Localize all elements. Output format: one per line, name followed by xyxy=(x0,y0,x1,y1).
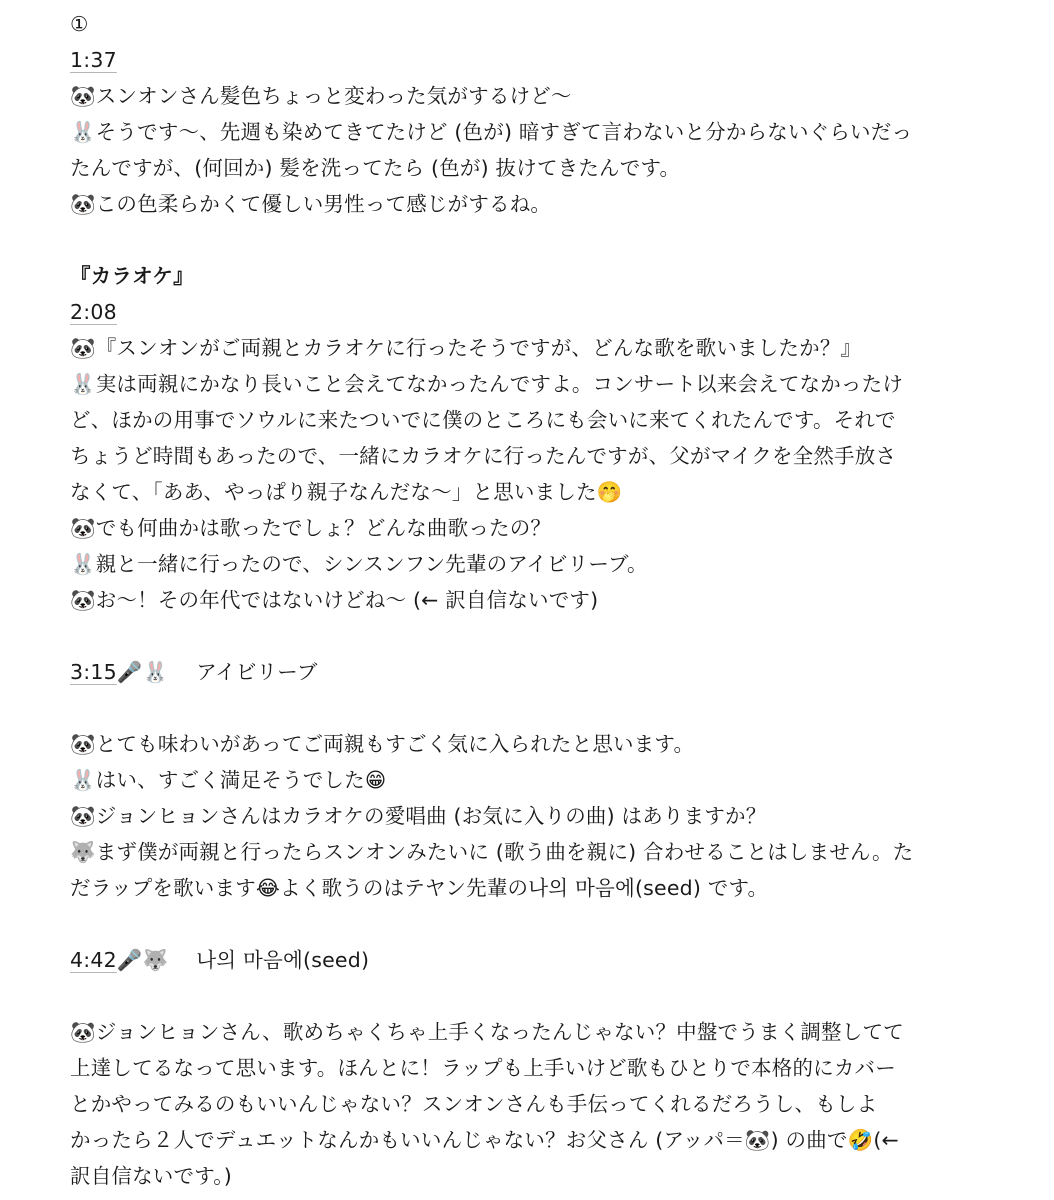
blank-line xyxy=(70,906,984,942)
song-title: 나의 마음에(seed) xyxy=(196,948,370,972)
section-number: ① xyxy=(70,12,89,36)
dialogue-line: 🐰そうです〜、先週も染めてきてたけど (色が) 暗すぎて言わないと分からないぐらいだっ xyxy=(70,120,913,144)
song-title: アイビリーブ xyxy=(196,660,318,684)
dialogue-line: 🐼お〜！その年代ではないけどね〜 (← 訳自信ないです) xyxy=(70,588,599,612)
mic-wolf-emoji: 🎤🐺 xyxy=(116,948,169,972)
timestamp-link[interactable]: 1:37 xyxy=(70,48,117,72)
timestamp-line xyxy=(70,42,984,78)
timestamp-link[interactable]: 4:42 xyxy=(70,948,117,972)
blank-line xyxy=(70,690,984,726)
dialogue-line: 🐼ジョンヒョンさん、歌めちゃくちゃ上手くなったんじゃない？中盤でうまく調整してて xyxy=(70,1020,904,1044)
dialogue-line: ど、ほかの用事でソウルに来たついでに僕のところにも会いに来てくれたんです。それで xyxy=(70,408,896,432)
dialogue-line: 🐼この色柔らかくて優しい男性って感じがするね。 xyxy=(70,192,552,216)
dialogue-line: 🐰実は両親にかなり長いこと会えてなかったんですよ。コンサート以来会えてなかったけ xyxy=(70,372,904,396)
dialogue-line: 🐰はい、すごく満足そうでした😁 xyxy=(70,768,387,792)
dialogue-line: 🐼スンオンさん髪色ちょっと変わった気がするけど〜 xyxy=(70,84,572,108)
dialogue-line: 🐼ジョンヒョンさんはカラオケの愛唱曲 (お気に入りの曲) はありますか？ xyxy=(70,804,767,828)
dialogue-line: 上達してるなって思います。ほんとに！ラップも上手いけど歌もひとりで本格的にカバー xyxy=(70,1056,896,1080)
dialogue-line: たんですが、(何回か) 髪を洗ってたら (色が) 抜けてきたんです。 xyxy=(70,156,681,180)
timestamp-link[interactable]: 3:15 xyxy=(70,660,117,684)
dialogue-line: 🐼『スンオンがご両親とカラオケに行ったそうですが、どんな歌を歌いましたか？』 xyxy=(70,336,862,360)
dialogue-line: ちょうど時間もあったので、一緒にカラオケに行ったんですが、父がマイクを全然手放さ xyxy=(70,444,897,468)
mic-rabbit-emoji: 🎤🐰 xyxy=(116,660,169,684)
dialogue-line: 🐰親と一緒に行ったので、シンスンフン先輩のアイビリーブ。 xyxy=(70,552,648,576)
song-timestamp-line xyxy=(70,654,984,690)
dialogue-line: かったら２人でデュエットなんかもいいんじゃない？お父さん (アッパ＝🐼) の曲で🤣(← xyxy=(70,1128,899,1152)
timestamp-line xyxy=(70,294,984,330)
dialogue-line: 訳自信ないです。) xyxy=(70,1164,232,1188)
dialogue-line: 🐺まず僕が両親と行ったらスンオンみたいに (歌う曲を親に) 合わせることはしません。た xyxy=(70,840,914,864)
blank-line xyxy=(70,222,984,258)
blank-line xyxy=(70,978,984,1014)
section-heading: 『カラオケ』 xyxy=(70,264,194,288)
dialogue-line: なくて、「ああ、やっぱり親子なんだな〜」と思いました🤭 xyxy=(70,480,623,504)
dialogue-line: とかやってみるのもいいんじゃない？スンオンさんも手伝ってくれるだろうし、もしよ xyxy=(70,1092,878,1116)
blank-line xyxy=(70,618,984,654)
timestamp-link[interactable]: 2:08 xyxy=(70,300,117,324)
dialogue-line: 🐼とても味わいがあってご両親もすごく気に入られたと思います。 xyxy=(70,732,695,756)
song-timestamp-line xyxy=(70,942,984,978)
dialogue-line: 🐼でも何曲かは歌ったでしょ？どんな曲歌ったの？ xyxy=(70,516,552,540)
dialogue-line: だラップを歌います😂よく歌うのはテヤン先輩の나의 마음에(seed) です。 xyxy=(70,876,769,900)
